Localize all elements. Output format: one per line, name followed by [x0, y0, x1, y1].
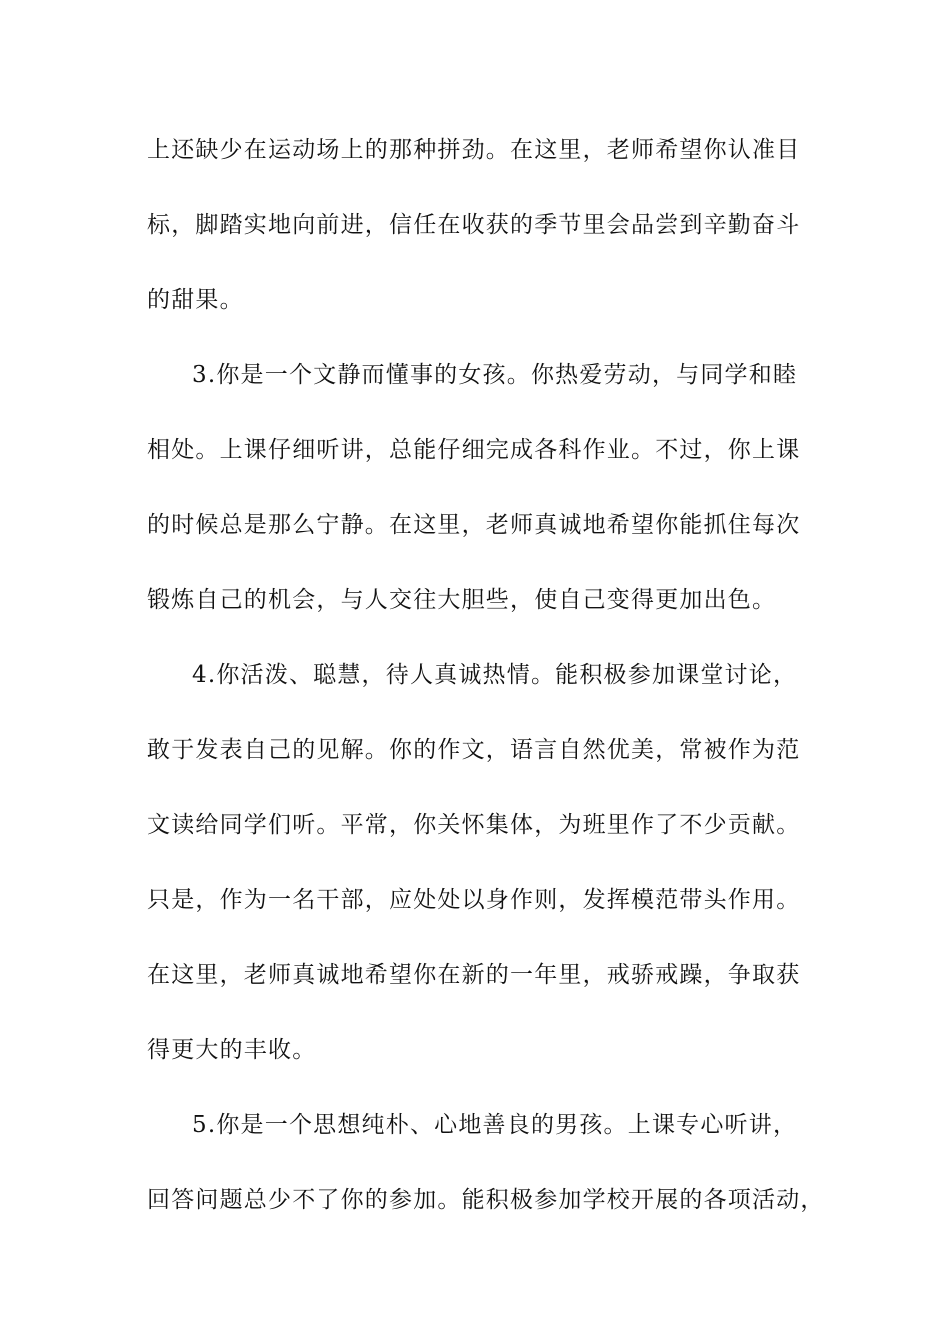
- text-line: 敢于发表自己的见解。你的作文，语言自然优美，常被作为范: [147, 737, 801, 763]
- paragraph-3-first-line: 3.你是一个文静而懂事的女孩。你热爱劳动，与同学和睦: [192, 362, 798, 388]
- text-line: 上还缺少在运动场上的那种拼劲。在这里，老师希望你认准目: [147, 137, 801, 163]
- text-line: 得更大的丰收。: [147, 1037, 317, 1063]
- text-line: 锻炼自己的机会，与人交往大胆些，使自己变得更加出色。: [147, 587, 777, 613]
- text-line: 标，脚踏实地向前进，信任在收获的季节里会品尝到辛勤奋斗: [147, 212, 801, 238]
- text-line: 的时候总是那么宁静。在这里，老师真诚地希望你能抓住每次: [147, 512, 801, 538]
- paragraph-4-first-line: 4.你活泼、聪慧，待人真诚热情。能积极参加课堂讨论，: [192, 662, 798, 688]
- text-line: 文读给同学们听。平常，你关怀集体，为班里作了不少贡献。: [147, 812, 801, 838]
- text-line: 回答问题总少不了你的参加。能积极参加学校开展的各项活动，: [147, 1187, 825, 1213]
- paragraph-5-first-line: 5.你是一个思想纯朴、心地善良的男孩。上课专心听讲，: [192, 1112, 798, 1138]
- text-line: 相处。上课仔细听讲，总能仔细完成各科作业。不过，你上课: [147, 437, 801, 463]
- text-line: 的甜果。: [147, 287, 244, 313]
- text-line: 在这里，老师真诚地希望你在新的一年里，戒骄戒躁，争取获: [147, 962, 801, 988]
- text-line: 只是，作为一名干部，应处处以身作则，发挥模范带头作用。: [147, 887, 801, 913]
